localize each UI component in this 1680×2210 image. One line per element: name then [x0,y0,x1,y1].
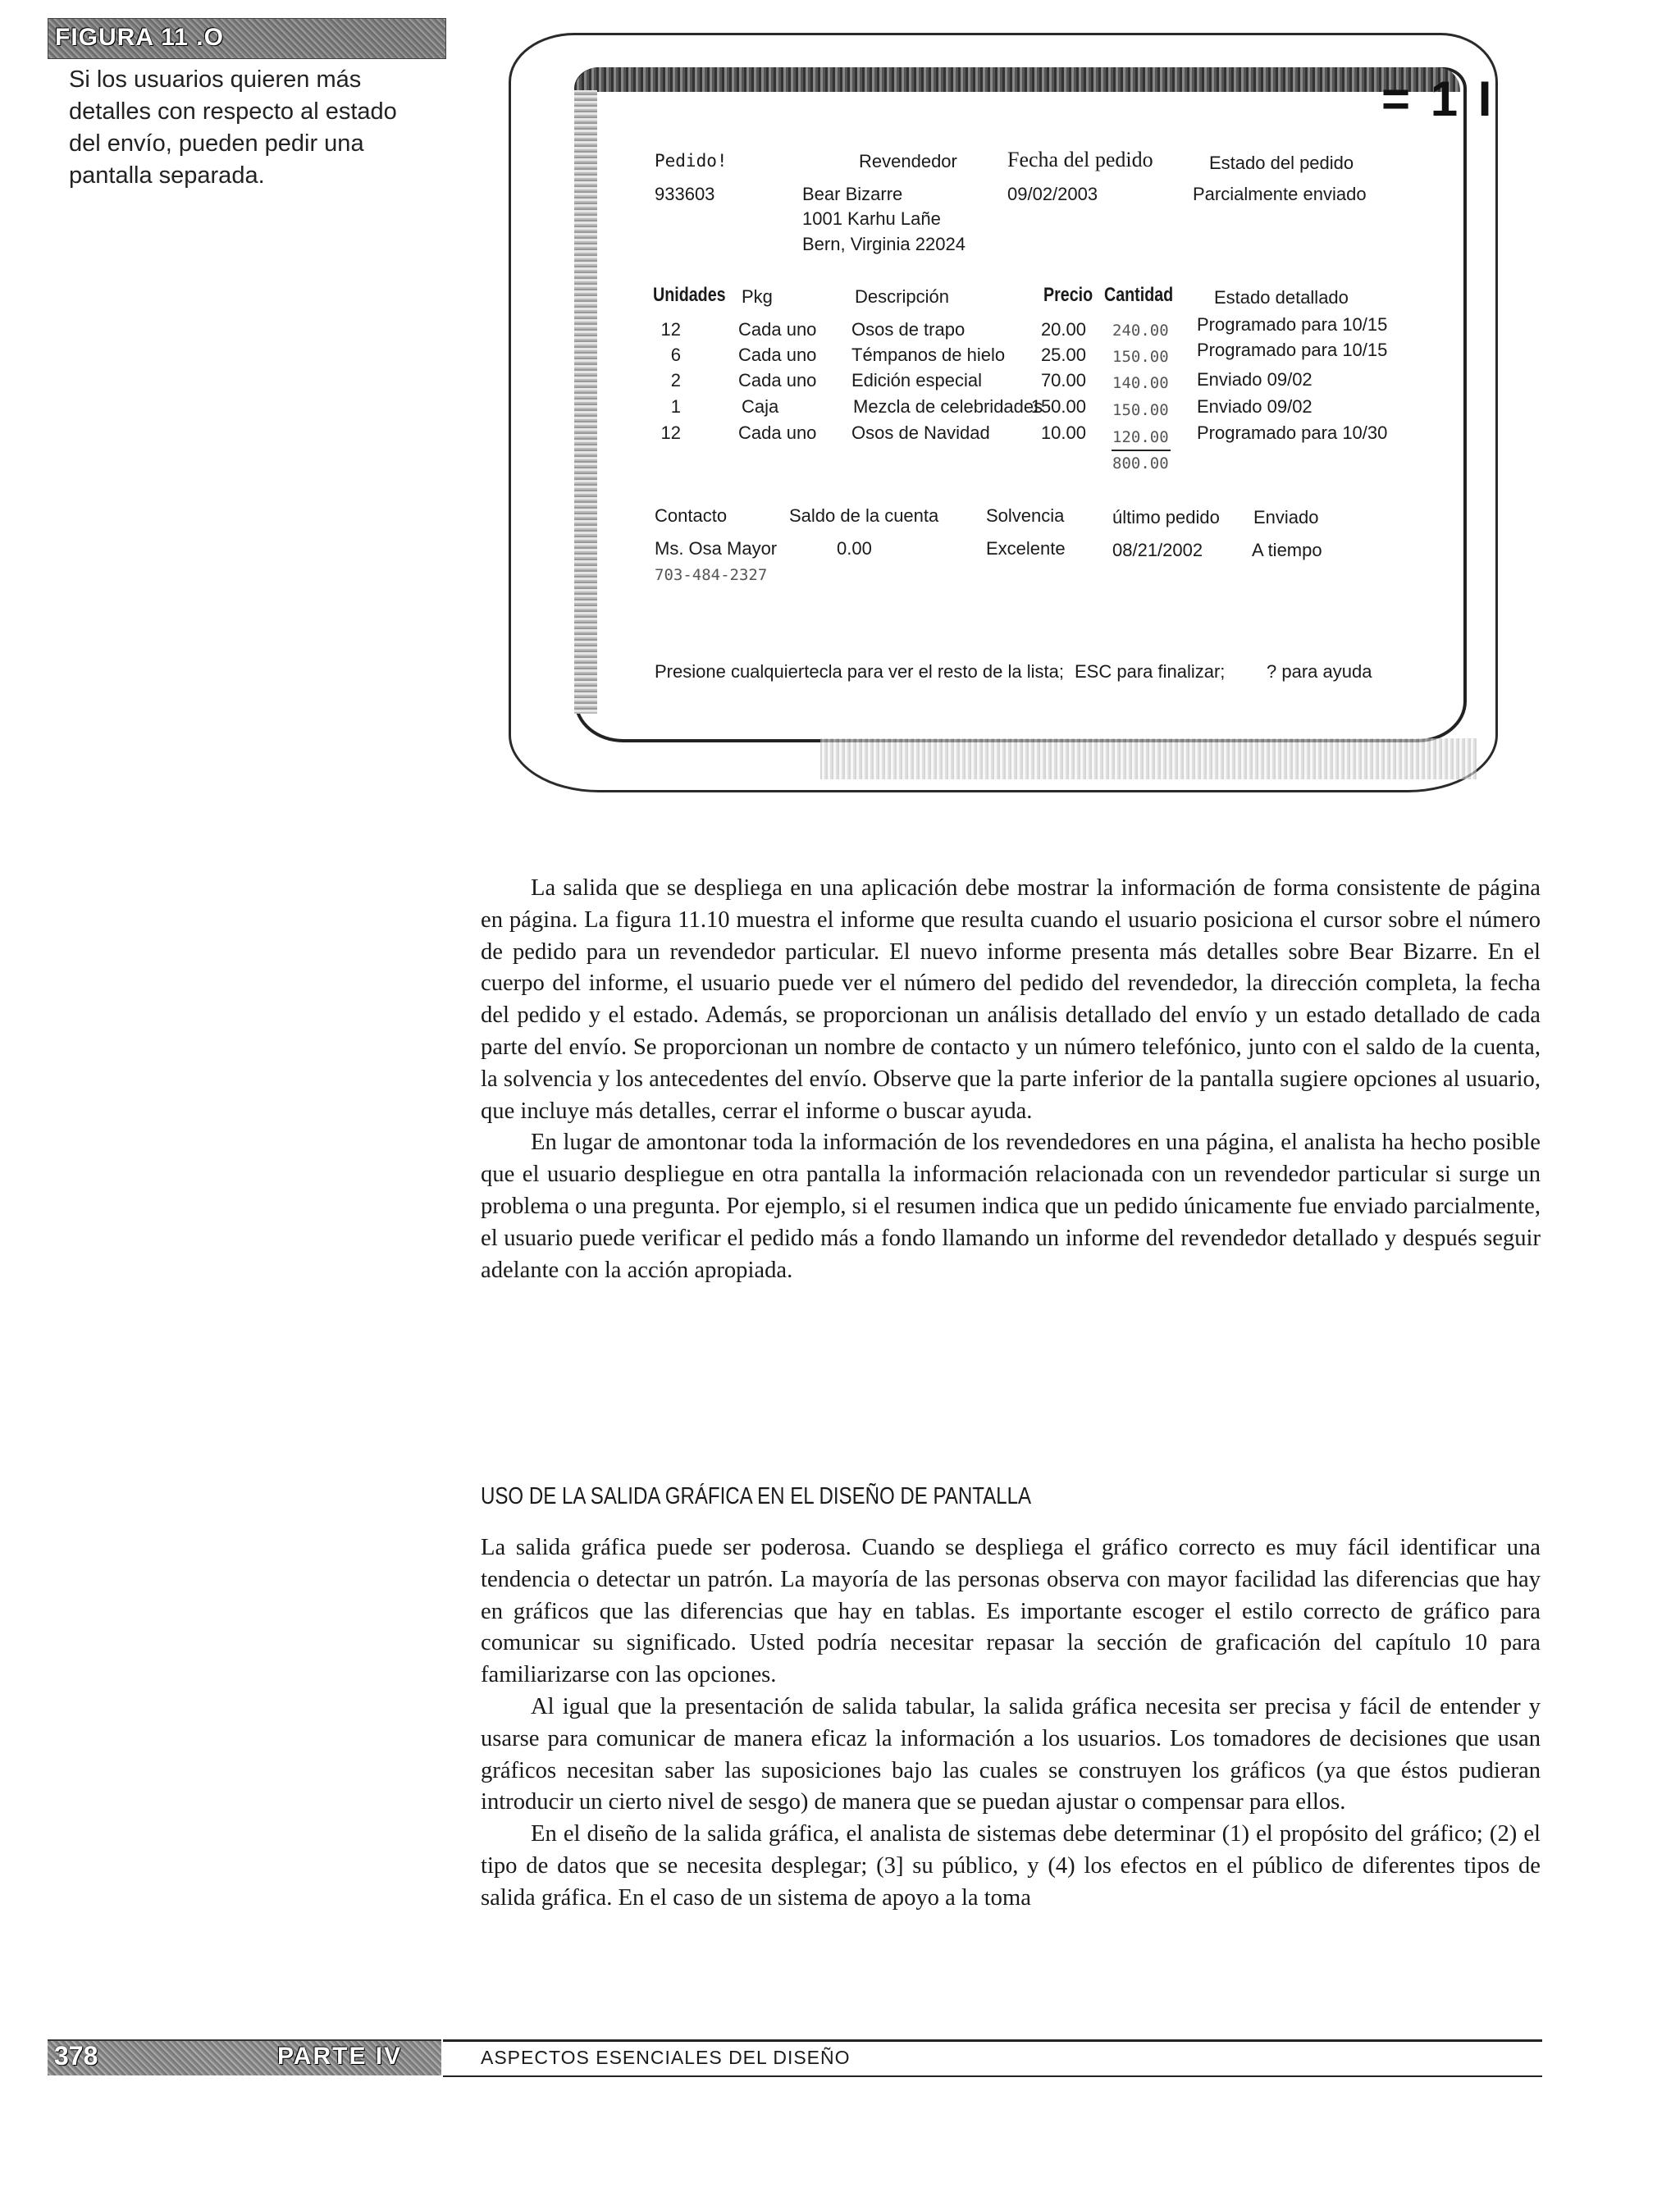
credit-rating: Excelente [986,538,1066,559]
body-section-2 [481,1532,1541,1915]
item-description: Edición especial [851,370,982,390]
monitor-bezel-top [574,67,1460,92]
running-title: ASPECTOS ESENCIALES DEL DISEÑO [481,2047,851,2068]
prompt-esc: ESC para finalizar; [1075,661,1226,682]
last-order-label: último pedido [1112,507,1220,527]
item-description: Osos de Navidad [851,422,990,443]
order-date: 09/02/2003 [1007,184,1098,204]
item-description: Osos de trapo [851,319,966,340]
price-header: Precio [1043,284,1093,306]
item-units: 12 [660,319,681,340]
order-status: Parcialmente enviado [1193,184,1367,204]
item-status: Enviado 09/02 [1197,396,1312,417]
reseller-name: Bear Bizarre [802,184,903,204]
item-pkg: Cada uno [738,319,817,340]
quantity-header: Cantidad [1104,284,1174,306]
paragraph: En lugar de amontonar toda la información de los revendedores en una página, el analista ha hecho posible que el usuario despliegue en otra pantalla la información relacionada con un revendedor particular si surge un problema o una pregunta. Por ejemplo, si el resumen indica que un pedido únicamente fue enviado parcialmente, el usuario puede verificar el pedido más a fondo llamando un informe del revendedor detallado y después seguir adelante con la acción apropiada. [481,1130,1541,1283]
paragraph: En el diseño de la salida gráfica, el analista de sistemas debe determinar (1) el propósito del gráfico; (2) el tipo de datos que se necesita desplegar; (3] su público, y (4) los efectos en el público de diferentes tipos de salida gráfica. En el caso de un sistema de apoyo a la toma [481,1821,1541,1911]
item-amount: 140.00 [1112,374,1169,392]
balance-label: Saldo de la cuenta [789,505,939,526]
item-amount: 120.00 [1112,428,1169,446]
paragraph: Al igual que la presentación de salida tabular, la salida gráfica necesita ser precisa y fácil de entender y usarse para comunicar de manera eficaz la información a los usuarios. Los tomadores de decisiones que usan gráficos necesitan saber las suposiciones bajo las cuales se construyen los gráficos (ya que éstos pudieran introducir un cierto nivel de sesgo) de manera que se puedan ajustar o compensar para ellos. [481,1693,1541,1815]
order-status-label: Estado del pedido [1209,153,1354,173]
footer-rule-top [443,2039,1542,2042]
item-price: 70.00 [1040,370,1086,390]
page-number: 378 [54,2041,98,2071]
account-balance: 0.00 [837,538,872,559]
part-label: PARTE IV [277,2043,403,2070]
item-status: Programado para 10/15 [1197,340,1388,360]
paragraph: La salida que se despliega en una aplicación debe mostrar la información de forma consistente de página en página. La figura 11.10 muestra el informe que resulta cuando el usuario posiciona el cursor sobre el número de pedido para un revendedor particular. El nuevo informe presenta más detalles sobre Bear Bizarre. En el cuerpo del informe, el usuario puede ver el número del pedido del revendedor, la dirección completa, la fecha del pedido y el estado. Además, se proporcionan un análisis detallado del envío y un estado detallado de cada parte del envío. Se proporcionan un nombre de contacto y un número telefónico, junto con el saldo de la cuenta, la solvencia y los antecedentes del envío. Observe que la parte inferior de la pantalla sugiere opciones al usuario, que incluye más detalles, cerrar el informe o buscar ayuda. [481,875,1541,1124]
item-description: Témpanos de hielo [851,345,1006,365]
section-heading: USO DE LA SALIDA GRÁFICA EN EL DISEÑO DE PANTALLA [481,1483,1032,1509]
monitor-bezel-bottom [820,738,1477,779]
item-status: Programado para 10/15 [1197,314,1388,335]
item-units: 6 [670,345,681,365]
contact-label: Contacto [655,505,728,526]
item-price: 25.00 [1040,345,1086,365]
item-status: Programado para 10/30 [1197,422,1388,443]
prompt-more: Presione cualquiertecla para ver el resto de la lista; [655,661,1064,682]
order-number: 933603 [655,184,715,204]
description-header: Descripción [855,286,949,307]
units-header: Unidades [653,284,726,306]
screen-badge: = 1 I [1381,71,1495,126]
body-section-1 [481,873,1541,1286]
monitor-bezel-left [574,90,597,714]
item-pkg: Cada uno [738,370,817,390]
shipped-label: Enviado [1253,507,1319,527]
order-total: 800.00 [1112,454,1169,473]
item-amount: 240.00 [1112,322,1169,340]
paragraph: La salida gráfica puede ser poderosa. Cuando se despliega el gráfico correcto es muy fácil identificar una tendencia o detectar un patrón. La mayoría de las personas observa con mayor facilidad las diferencias que hay en gráficos que las diferencias que hay en tablas. Es importante escoger el estilo correcto de gráfico para comunicar su significado. Usted podría necesitar repasar la sección de graficación del capítulo 10 para familiarizarse con las opciones. [481,1535,1541,1688]
figure-label-bar [48,18,446,59]
order-date-label: Fecha del pedido [1007,148,1153,171]
item-units: 1 [670,396,681,417]
reseller-address-line1: 1001 Karhu Lañe [802,208,941,229]
order-number-label: Pedido! [655,151,728,171]
prompt-help: ? para ayuda [1267,661,1372,682]
item-units: 2 [670,370,681,390]
item-amount: 150.00 [1112,348,1169,366]
footer-rule-bottom [443,2075,1542,2077]
item-units: 12 [660,422,681,443]
item-price: 150.00 [1030,396,1086,417]
item-price: 20.00 [1040,319,1086,340]
item-pkg: Cada uno [738,422,817,443]
pkg-header: Pkg [742,286,773,307]
detail-status-header: Estado detallado [1214,287,1349,308]
item-price: 10.00 [1040,422,1086,443]
contact-phone: 703-484-2327 [655,566,768,584]
reseller-address-line2: Bern, Virginia 22024 [802,234,966,254]
item-pkg: Caja [742,396,779,417]
total-rule [1112,450,1171,451]
item-description: Mezcla de celebridades [853,396,1043,417]
reseller-label: Revendedor [859,151,957,171]
item-amount: 150.00 [1112,401,1169,419]
contact-name: Ms. Osa Mayor [655,538,778,559]
item-status: Enviado 09/02 [1197,369,1312,390]
shipped-status: A tiempo [1252,540,1322,560]
last-order-date: 08/21/2002 [1112,540,1203,560]
figure-caption: Si los usuarios quieren más detalles con respecto al estado del envío, pueden pedir una pantalla separada. [69,66,397,189]
figure-label: FIGURA 11 .O [55,24,224,51]
credit-label: Solvencia [986,505,1065,526]
item-pkg: Cada uno [738,345,817,365]
